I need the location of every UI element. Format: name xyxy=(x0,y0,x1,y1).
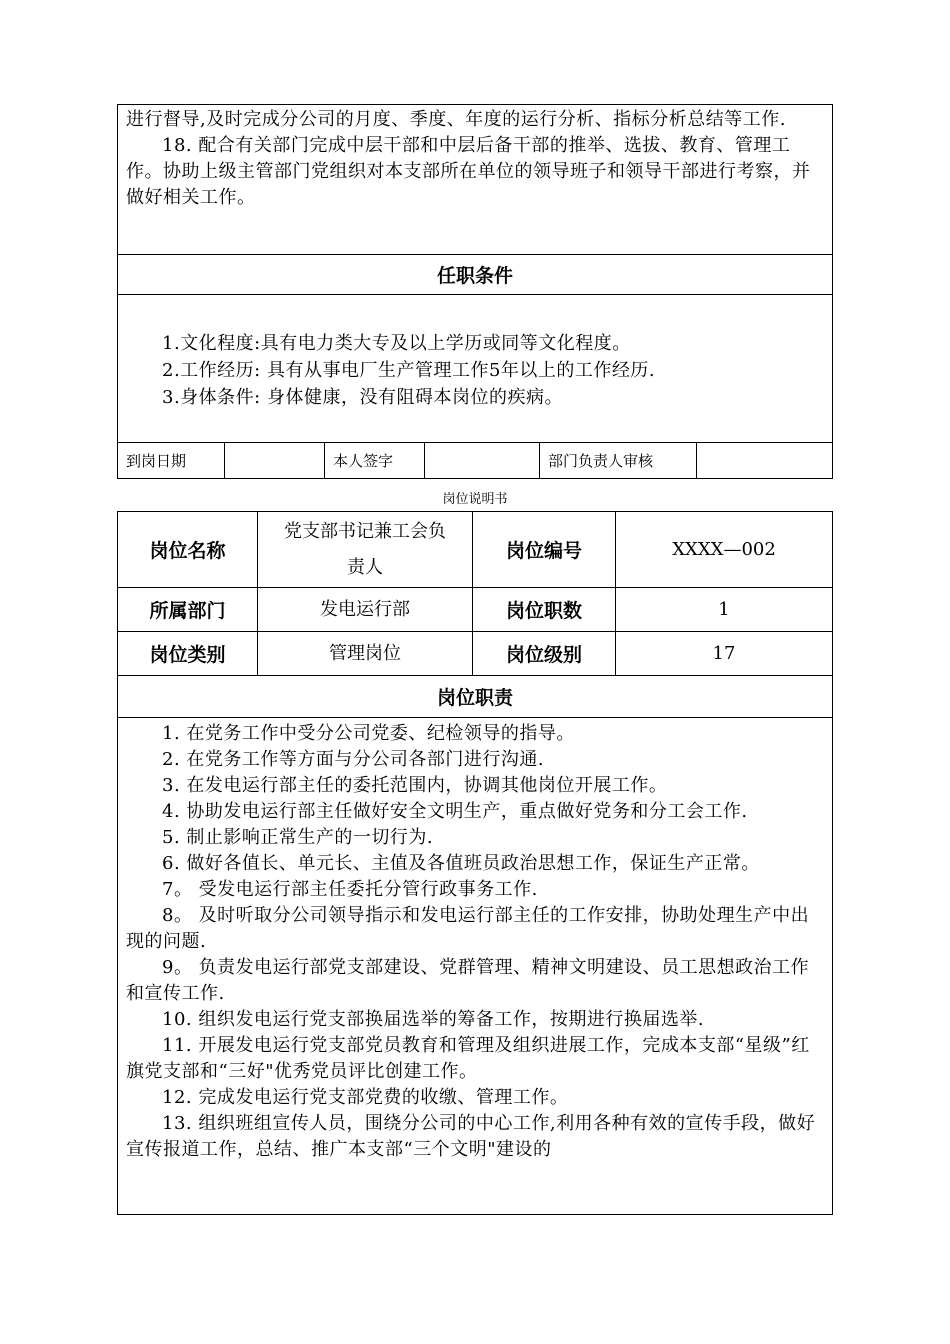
post-grade-label: 岗位级别 xyxy=(473,632,616,676)
qualification-education: 1.文化程度:具有电力类大专及以上学历或同等文化程度。 xyxy=(162,333,631,354)
duty-item: 13. 组织班组宣传人员，围绕分公司的中心工作,利用各种有效的宣传手段，做好宣传报道工作，总结、推广本支部“三个文明"建设的 xyxy=(126,1113,816,1160)
duty-item: 7。 受发电运行部主任委托分管行政事务工作. xyxy=(162,879,538,900)
post-code-value: XXXX—002 xyxy=(616,512,833,588)
post-code-label: 岗位编号 xyxy=(473,512,616,588)
qualifications-cell xyxy=(118,295,833,443)
duty-item: 9。 负责发电运行部党支部建设、党群管理、精神文明建设、员工思想政治工作和宣传工作. xyxy=(126,957,810,1004)
department-value: 发电运行部 xyxy=(258,588,473,632)
job-description-table xyxy=(117,511,833,1215)
duty-item: 11. 开展发电运行党支部党员教育和管理及组织进展工作，完成本支部“星级”红旗党支部和“三好"优秀党员评比创建工作。 xyxy=(126,1035,810,1082)
post-grade-value: 17 xyxy=(616,632,833,676)
duty-item-18: 18. 配合有关部门完成中层干部和中层后备干部的推举、选拔、教育、管理工作。协助上级主管部门党组织对本支部所在单位的领导班子和领导干部进行考察，并做好相关工作。 xyxy=(126,135,811,208)
qualifications-title: 任职条件 xyxy=(118,255,833,295)
duty-item: 2. 在党务工作等方面与分公司各部门进行沟通. xyxy=(162,749,545,770)
signature-field[interactable] xyxy=(425,443,540,479)
duty-item: 8。 及时听取分公司领导指示和发电运行部主任的工作安排，协助处理生产中出现的问题. xyxy=(126,905,810,952)
post-category-value: 管理岗位 xyxy=(258,632,473,676)
post-name-value: 党支部书记兼工会负责人 xyxy=(258,512,473,588)
duty-item: 3. 在发电运行部主任的委托范围内，协调其他岗位开展工作。 xyxy=(162,775,668,796)
duty-item: 10. 组织发电运行党支部换届选举的筹备工作，按期进行换届选举. xyxy=(162,1009,705,1030)
arrival-date-label: 到岗日期 xyxy=(118,443,225,479)
department-label: 所属部门 xyxy=(118,588,258,632)
headcount-value: 1 xyxy=(616,588,833,632)
duty-item: 5. 制止影响正常生产的一切行为. xyxy=(162,827,434,848)
dept-review-label: 部门负责人审核 xyxy=(540,443,697,479)
headcount-label: 岗位职数 xyxy=(473,588,616,632)
duty-continued-text: 进行督导,及时完成分公司的月度、季度、年度的运行分析、指标分析总结等工作. xyxy=(126,109,786,130)
signature-label: 本人签字 xyxy=(325,443,425,479)
duty-item: 4. 协助发电运行部主任做好安全文明生产，重点做好党务和分工会工作. xyxy=(162,801,748,822)
dept-review-field[interactable] xyxy=(697,443,833,479)
post-category-label: 岗位类别 xyxy=(118,632,258,676)
post-name-label: 岗位名称 xyxy=(118,512,258,588)
duties-continued-cell xyxy=(118,105,833,255)
qualification-health: 3.身体条件: 身体健康，没有阻碍本岗位的疾病。 xyxy=(162,387,563,408)
duties-cell xyxy=(118,718,833,1215)
document-caption: 岗位说明书 xyxy=(442,492,508,507)
job-description-table-continued xyxy=(117,104,833,479)
duties-title: 岗位职责 xyxy=(118,676,833,718)
duty-item: 1. 在党务工作中受分公司党委、纪检领导的指导。 xyxy=(162,723,575,744)
qualification-experience: 2.工作经历: 具有从事电厂生产管理工作5年以上的工作经历. xyxy=(162,360,656,381)
duty-item: 6. 做好各值长、单元长、主值及各值班员政治思想工作，保证生产正常。 xyxy=(162,853,760,874)
duty-item: 12. 完成发电运行党支部党费的收缴、管理工作。 xyxy=(162,1087,569,1108)
arrival-date-field[interactable] xyxy=(225,443,325,479)
